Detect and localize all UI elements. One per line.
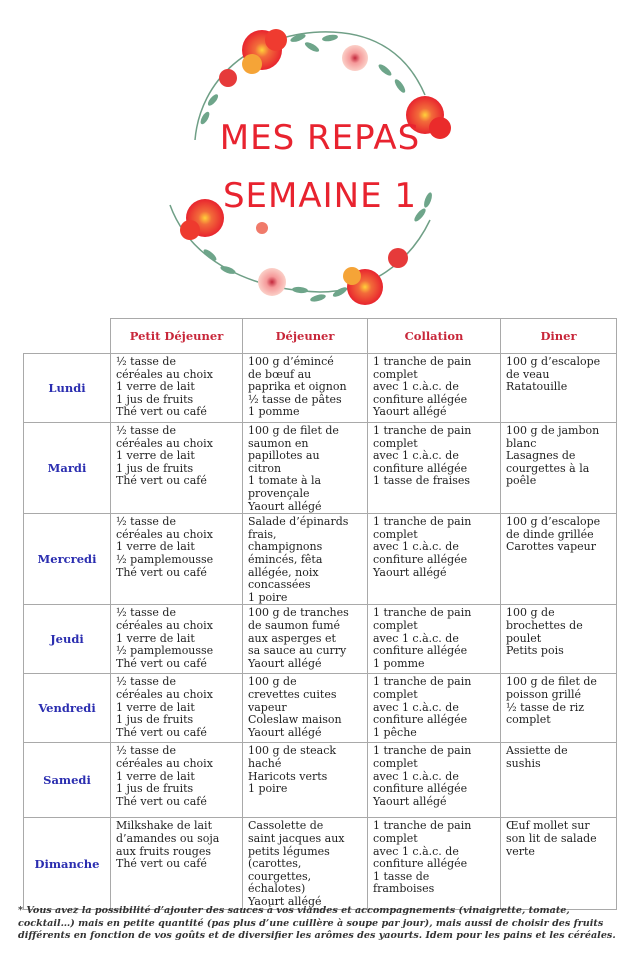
meal-line: de saumon fumé [248,618,341,632]
meal-line: avec 1 c.à.c. de [373,540,459,554]
meal-line: confiture allégée [373,857,468,871]
meal-line: avec 1 c.à.c. de [373,631,459,645]
cell-dejeuner [243,514,368,605]
meal-line: 100 g d’escalope [506,515,601,529]
meal-line: Lasagnes de [506,449,576,463]
meal-line: 1 tasse de [373,869,430,883]
meal-line: framboises [373,882,435,896]
meal-line: petits légumes [248,844,330,858]
cell-collation [368,354,501,423]
meal-line: papillotes au [248,449,320,463]
meal-line: Carottes vapeur [506,540,597,554]
meal-line: Thé vert ou café [116,857,207,871]
meal-line: complet [373,831,418,845]
meal-line: 1 pomme [248,405,300,419]
meal-line: Thé vert ou café [116,474,207,488]
day-label: Mercredi [24,514,111,605]
meal-line: 1 verre de lait [116,700,195,714]
meal-line: frais, [248,527,277,541]
meal-line: poulet [506,631,542,645]
meal-line: d’amandes ou soja [116,831,220,845]
table-row [24,354,617,423]
header-row [24,319,617,354]
meal-line: Coleslaw maison [248,713,342,727]
meal-line: 1 jus de fruits [116,461,194,475]
meal-line: concassées [248,578,311,592]
meal-line: 1 tasse de fraises [373,474,471,488]
flower-red-top [242,29,287,74]
title-line-2: SEMAINE 1 [222,176,418,216]
meal-line: avec 1 c.à.c. de [373,769,459,783]
meal-line: allégée, noix [248,565,319,579]
meal-line: complet [373,756,418,770]
meal-line: sa sauce au curry [248,644,347,658]
meal-line: 1 verre de lait [116,769,195,783]
flower-pink-bottom [258,268,286,296]
cell-diner [501,514,617,605]
meal-line: Milkshake de lait [116,819,212,833]
meal-line: de dinde grillée [506,527,594,541]
table-row [24,605,617,674]
meal-line: avec 1 c.à.c. de [373,844,459,858]
meal-line: 100 g de filet de [506,675,597,689]
cell-collation [368,743,501,818]
meal-line: aux fruits rouges [116,844,211,858]
day-label: Lundi [24,354,111,423]
meal-line: Thé vert ou café [116,656,207,670]
meal-line: Petits pois [506,644,564,658]
meal-line: verte [506,844,535,858]
meal-line: poisson grillé [506,687,582,701]
meal-line: 100 g de [248,675,297,689]
corner-cell [24,319,111,354]
meal-line: confiture allégée [373,461,468,475]
meal-line: 1 tranche de pain [373,355,472,368]
meal-line: brochettes de [506,618,583,632]
cell-collation [368,514,501,605]
cell-dejeuner [243,423,368,514]
cell-dejeuner [243,818,368,910]
cell-collation [368,605,501,674]
day-label: Mardi [24,423,111,514]
cell-diner [501,354,617,423]
table-row [24,514,617,605]
flower-red-bottom [343,267,383,305]
day-label: Samedi [24,743,111,818]
meal-line: paprika et oignon [248,380,347,394]
meal-line: complet [373,367,418,381]
meal-line: haché [248,756,282,770]
meal-line: de bœuf au [248,367,312,381]
meal-line: 1 pêche [373,725,417,739]
meal-line: 100 g de filet de [248,424,339,437]
meal-line: céréales au choix [116,367,213,381]
cell-petit-dejeuner [111,354,243,423]
meal-line: confiture allégée [373,782,468,796]
meal-line: 1 verre de lait [116,380,195,394]
meal-line: Yaourt allégé [373,405,447,419]
meal-line: 1 tranche de pain [373,515,472,529]
meal-line: vapeur [248,700,287,714]
meal-line: 100 g de tranches [248,606,349,620]
meal-line: champignons [248,540,323,554]
meal-line: confiture allégée [373,644,468,658]
meal-line: échalotes) [248,882,306,896]
meal-line: ½ pamplemousse [116,644,214,658]
meal-line: crevettes cuites [248,687,337,701]
day-label: Vendredi [24,674,111,743]
meal-line: complet [373,618,418,632]
table-row [24,743,617,818]
meal-line: ½ pamplemousse [116,552,214,566]
meal-line: Ratatouille [506,380,568,394]
meal-line: aux asperges et [248,631,336,645]
bud [256,222,268,234]
meal-line: saumon en [248,436,309,450]
meal-line: Cassolette de [248,819,324,833]
footnote: * Vous avez la possibilité d’ajouter des sauces à vos viandes et accompagnements (vinaigrette, tomate, cocktail…) mais en petite quantité (pas plus d’une cuillère à soupe par jour), mais aussi de choisir des fruits différents en fonction de vos goûts et de diversifier les arômes des yaourts. Idem pour les pains et les céréales. [18,905,616,942]
col-header-petit-dejeuner: Petit Déjeuner [111,319,243,354]
cell-petit-dejeuner [111,514,243,605]
meal-line: Thé vert ou café [116,405,207,419]
meal-line: 1 verre de lait [116,631,195,645]
meal-line: 1 verre de lait [116,449,195,463]
table-row [24,423,617,514]
meal-line: 1 tranche de pain [373,606,472,620]
cell-petit-dejeuner [111,674,243,743]
meal-line: ½ tasse de [116,675,176,689]
meal-line: Yaourt allégé [373,565,447,579]
meal-line: ½ tasse de [116,744,176,758]
meal-line: 1 verre de lait [116,540,195,554]
meal-line: 100 g d’émincé [248,355,334,368]
meal-line: ½ tasse de pâtes [248,392,342,406]
meal-line: (carottes, [248,857,302,871]
cell-petit-dejeuner [111,605,243,674]
meal-line: Yaourt allégé [373,794,447,808]
cell-dejeuner [243,674,368,743]
cell-diner [501,423,617,514]
meal-line: sushis [506,756,541,770]
meal-line: complet [373,436,418,450]
cell-diner [501,605,617,674]
cell-diner [501,818,617,910]
meal-line: de veau [506,367,550,381]
meal-line: complet [506,713,551,727]
col-header-diner: Diner [501,319,617,354]
meal-line: ½ tasse de [116,355,176,368]
meal-line: céréales au choix [116,527,213,541]
cell-diner [501,674,617,743]
cell-diner [501,743,617,818]
title-line-1: MES REPAS [219,118,421,158]
meal-line: saint jacques aux [248,831,345,845]
meal-line: ½ tasse de riz [506,700,585,714]
cell-dejeuner [243,605,368,674]
meal-line: Yaourt allégé [248,656,322,670]
meal-line: complet [373,687,418,701]
meal-line: 1 jus de fruits [116,782,194,796]
meal-line: Thé vert ou café [116,725,207,739]
meal-line: son lit de salade [506,831,597,845]
meal-line: Haricots verts [248,769,328,783]
meal-line: Yaourt allégé [248,894,322,908]
meal-line: avec 1 c.à.c. de [373,700,459,714]
col-header-collation: Collation [368,319,501,354]
meal-line: poêle [506,474,537,488]
meal-line: 1 tomate à la [248,474,322,488]
table-row [24,674,617,743]
meal-line: émincés, fêta [248,552,323,566]
col-header-dejeuner: Déjeuner [243,319,368,354]
meal-line: céréales au choix [116,618,213,632]
flower-pink-top [342,45,368,71]
meal-line: 1 jus de fruits [116,713,194,727]
meal-line: 100 g de [506,606,555,620]
meal-line: provençale [248,486,310,500]
meal-line: 100 g d’escalope [506,355,601,368]
meal-line: Thé vert ou café [116,565,207,579]
meal-line: céréales au choix [116,436,213,450]
flower-small-right [388,248,408,268]
cell-petit-dejeuner [111,423,243,514]
meal-line: confiture allégée [373,392,468,406]
meal-line: 100 g de jambon [506,424,600,437]
cell-collation [368,423,501,514]
meal-line: blanc [506,436,537,450]
meal-line: 1 pomme [373,656,425,670]
cell-petit-dejeuner [111,818,243,910]
meal-line: confiture allégée [373,552,468,566]
meal-line: 1 tranche de pain [373,819,472,833]
meal-line: complet [373,527,418,541]
meal-line: ½ tasse de [116,515,176,529]
meal-line: 1 tranche de pain [373,675,472,689]
meal-line: courgettes à la [506,461,590,475]
meal-line: Salade d’épinards [248,515,349,529]
meal-line: céréales au choix [116,756,213,770]
meal-line: 1 tranche de pain [373,424,472,437]
meal-line: 1 jus de fruits [116,392,194,406]
cell-collation [368,818,501,910]
meal-line: Yaourt allégé [248,725,322,739]
day-label: Jeudi [24,605,111,674]
header [0,0,640,315]
meal-line: 1 poire [248,782,288,796]
cell-dejeuner [243,354,368,423]
meal-line: ½ tasse de [116,606,176,620]
meal-line: avec 1 c.à.c. de [373,380,459,394]
flower-small-left [219,69,237,87]
meal-line: Thé vert ou café [116,794,207,808]
cell-collation [368,674,501,743]
meal-line: 100 g de steack [248,744,337,758]
meal-line: ½ tasse de [116,424,176,437]
table-row [24,818,617,910]
meal-line: 1 poire [248,590,288,604]
meal-plan-table [23,318,617,910]
meal-line: 1 tranche de pain [373,744,472,758]
meal-line: avec 1 c.à.c. de [373,449,459,463]
cell-petit-dejeuner [111,743,243,818]
day-label: Dimanche [24,818,111,910]
meal-line: courgettes, [248,869,312,883]
meal-line: céréales au choix [116,687,213,701]
meal-line: Yaourt allégé [248,499,322,513]
table-body [24,354,617,910]
meal-line: confiture allégée [373,713,468,727]
cell-dejeuner [243,743,368,818]
meal-line: Œuf mollet sur [506,819,590,833]
meal-line: Assiette de [506,744,568,758]
meal-line: citron [248,461,282,475]
